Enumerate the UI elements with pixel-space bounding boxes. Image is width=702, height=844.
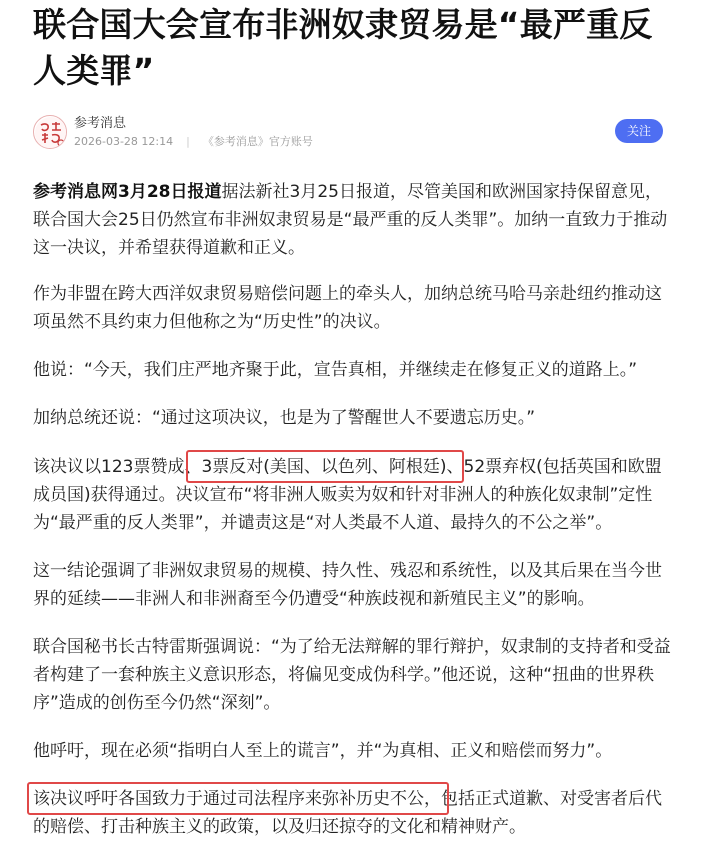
dateline: 参考消息网3月28日报道 (33, 182, 222, 202)
follow-button[interactable]: 关注 (615, 119, 663, 143)
paragraph-4: 加纳总统还说：“通过这项决议，也是为了警醒世人不要遗忘历史。” (33, 408, 536, 428)
source-account: 《参考消息》官方账号 (202, 135, 313, 148)
paragraph-9 (33, 785, 673, 841)
paragraph-7: 联合国秘书长古特雷斯强调说：“为了给无法辩解的罪行辩护，奴隶制的支持者和受益者构建了一套种族主义意识形态，将偏见变成伪科学。”他还说，这种“扭曲的世界秩序”造成的创伤至今仍然“深刻”。 (33, 637, 671, 713)
paragraph-6: 这一结论强调了非洲奴隶贸易的规模、持久性、残忍和系统性，以及其后果在当今世界的延续——非洲人和非洲裔至今仍遭受“种族歧视和新殖民主义”的影响。 (33, 561, 662, 609)
paragraph-8: 他呼吁，现在必须“指明白人至上的谎言”，并“为真相、正义和赔偿而努力”。 (33, 741, 613, 761)
author-meta: 2026-03-28 12:14 | 《参考消息》官方账号 (74, 135, 313, 148)
paragraph-1-text: 据法新社3月25日报道，尽管美国和欧洲国家持保留意见，联合国大会25日仍然宣布非洲奴隶贸易是“最严重的反人类罪”。加纳一直致力于推动这一决议，并希望获得道歉和正义。 (33, 182, 668, 258)
paragraph-3: 他说：“今天，我们庄严地齐聚于此，宣告真相，并继续走在修复正义的道路上。” (33, 360, 638, 380)
avatar[interactable] (33, 115, 67, 149)
author-name[interactable]: 参考消息 (74, 116, 127, 131)
paragraph-1 (33, 178, 673, 262)
paragraph-2: 作为非盟在跨大西洋奴隶贸易赔偿问题上的牵头人，加纳总统马哈马亲赴纽约推动这项虽然不具约束力但他称之为“历史性”的决议。 (33, 284, 662, 332)
publish-date: 2026-03-28 12:14 (74, 135, 174, 148)
highlighted-resolution-text: 该决议呼吁各国致力于通过司法程序来弥补历史不公， (33, 789, 441, 809)
paragraph-9-text: 包括正式道歉、对受害者后代的赔偿、打击种族主义的政策，以及归还掠夺的文化和精神财产。 (33, 789, 662, 837)
cankao-xiaoxi-logo-icon (34, 116, 67, 149)
paragraph-5 (33, 453, 673, 537)
article-title: 联合国大会宣布非洲奴隶贸易是“最严重反人类罪” (33, 5, 653, 90)
paragraph-5-text: 、52票弃权(包括英国和欧盟成员国)获得通过。决议宣布“将非洲人贩卖为奴和针对非洲人的种族化奴隶制”定性为“最严重的反人类罪”，并谴责这是“对人类最不人道、最持久的不公之举”。 (33, 457, 662, 533)
highlighted-vote-text: 3票反对(美国、以色列、阿根廷) (201, 457, 447, 477)
author-bar (33, 114, 673, 154)
vote-tally-text: 该决议以123票赞成、 (33, 457, 202, 477)
